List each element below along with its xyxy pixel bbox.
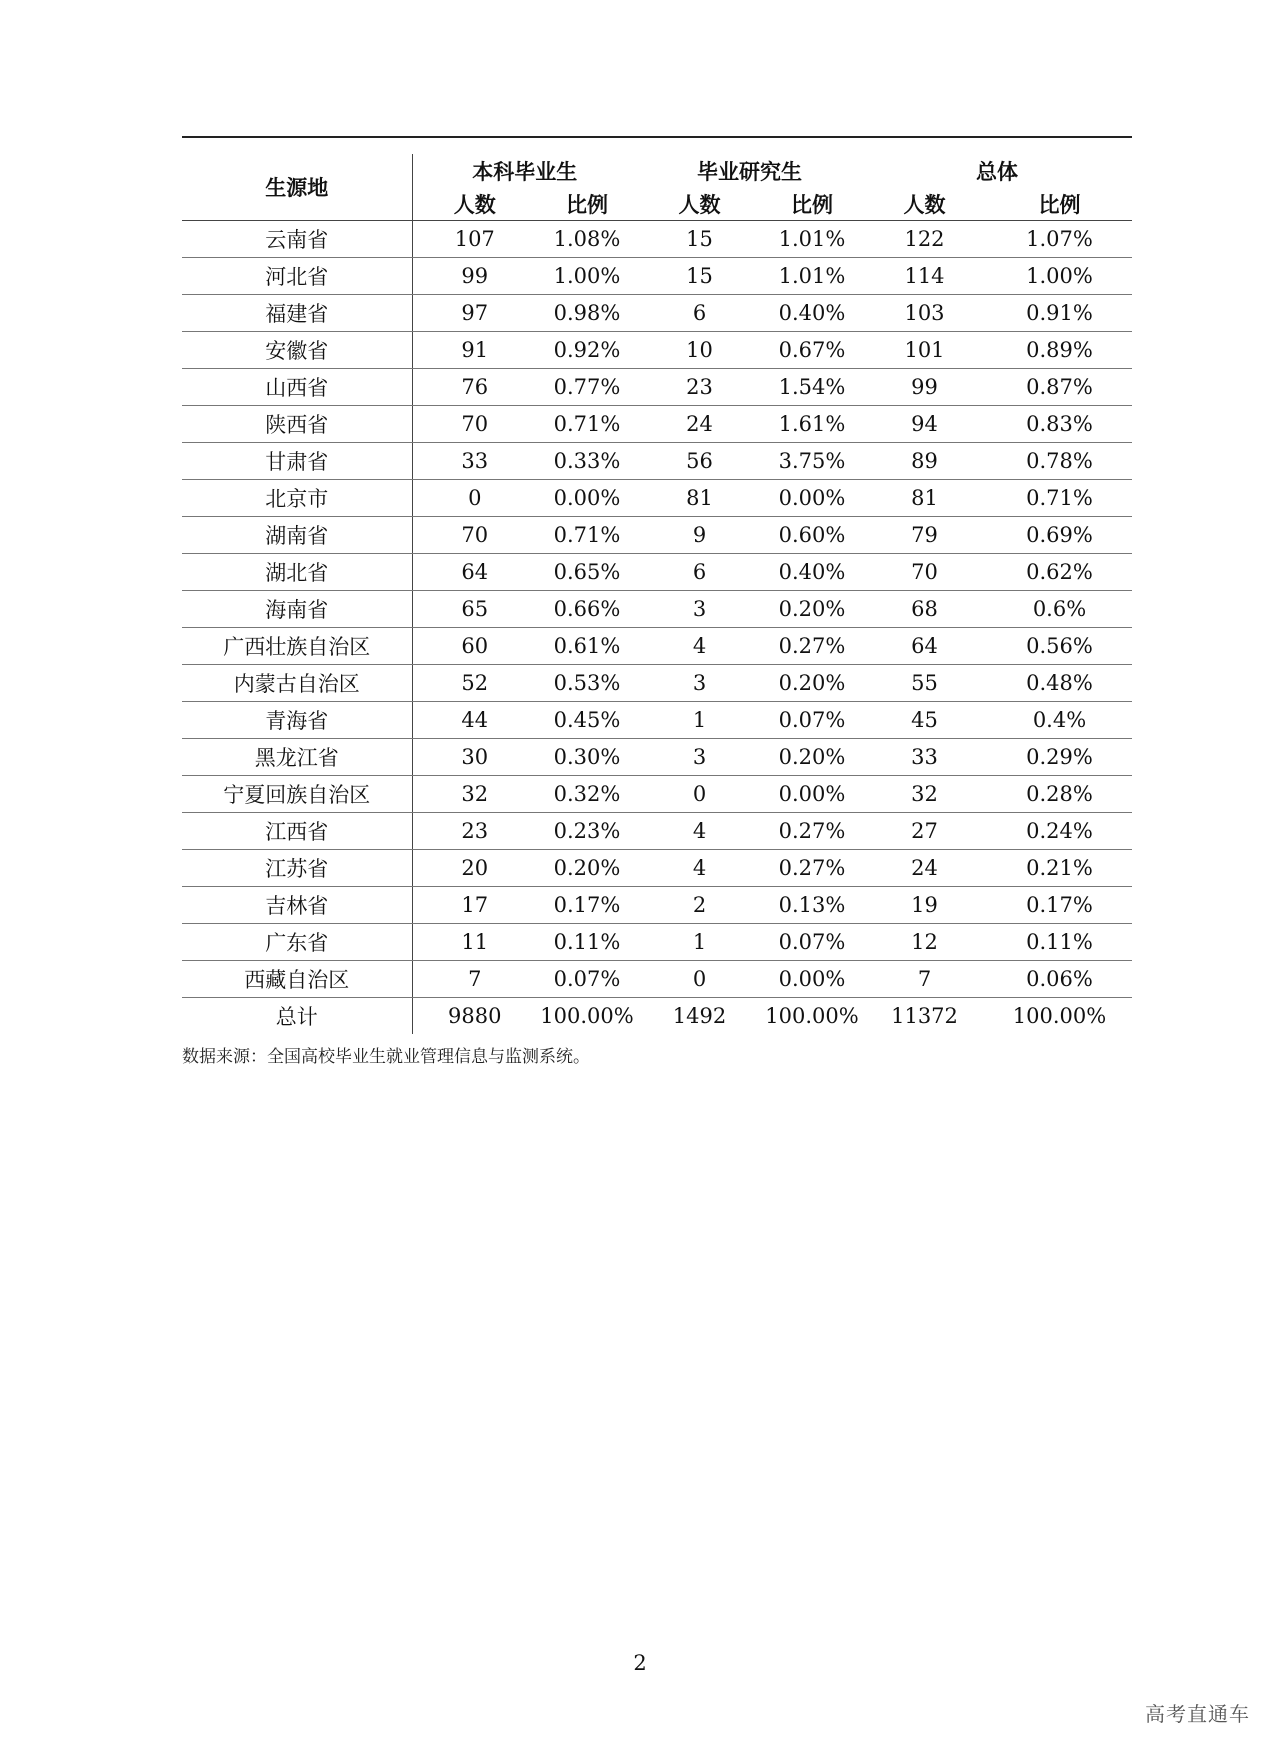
cell-overall-ratio: 0.11% bbox=[987, 924, 1132, 961]
total-row bbox=[182, 998, 1132, 1035]
table-row bbox=[182, 591, 1132, 628]
cell-overall-ratio: 0.69% bbox=[987, 517, 1132, 554]
cell-graduate-ratio: 0.27% bbox=[762, 813, 862, 850]
cell-undergrad-ratio: 0.11% bbox=[537, 924, 637, 961]
cell-graduate-count: 24 bbox=[637, 406, 762, 443]
cell-graduate-count: 4 bbox=[637, 813, 762, 850]
cell-overall-count: 114 bbox=[862, 258, 987, 295]
cell-origin: 福建省 bbox=[182, 295, 412, 332]
cell-overall-count: 24 bbox=[862, 850, 987, 887]
cell-undergrad-ratio: 0.61% bbox=[537, 628, 637, 665]
cell-origin: 青海省 bbox=[182, 702, 412, 739]
cell-graduate-count: 0 bbox=[637, 776, 762, 813]
cell-undergrad-ratio: 0.65% bbox=[537, 554, 637, 591]
cell-undergrad-count: 0 bbox=[412, 480, 537, 517]
cell-origin: 江西省 bbox=[182, 813, 412, 850]
cell-graduate-ratio: 100.00% bbox=[765, 1004, 859, 1028]
cell-graduate-count: 3 bbox=[637, 739, 762, 776]
cell-overall-count: 99 bbox=[862, 369, 987, 406]
cell-graduate-ratio: 3.75% bbox=[762, 443, 862, 480]
header-graduate-ratio: 比例 bbox=[762, 188, 862, 221]
table-row bbox=[182, 776, 1132, 813]
cell-overall-ratio: 0.29% bbox=[987, 739, 1132, 776]
cell-undergrad-count: 65 bbox=[412, 591, 537, 628]
cell-overall-ratio: 0.48% bbox=[987, 665, 1132, 702]
table-header bbox=[182, 154, 1132, 221]
cell-undergrad-ratio: 0.92% bbox=[537, 332, 637, 369]
cell-overall-count: 81 bbox=[862, 480, 987, 517]
cell-origin: 宁夏回族自治区 bbox=[182, 776, 412, 813]
cell-undergrad-count: 33 bbox=[412, 443, 537, 480]
cell-undergrad-ratio: 0.00% bbox=[537, 480, 637, 517]
cell-undergrad-count: 32 bbox=[412, 776, 537, 813]
cell-overall-ratio: 0.71% bbox=[987, 480, 1132, 517]
cell-graduate-ratio: 0.67% bbox=[762, 332, 862, 369]
header-overall-count: 人数 bbox=[862, 188, 987, 221]
cell-undergrad-count: 107 bbox=[412, 221, 537, 258]
header-graduate-count: 人数 bbox=[637, 188, 762, 221]
cell-graduate-ratio: 0.20% bbox=[762, 739, 862, 776]
cell-graduate-ratio: 0.00% bbox=[762, 776, 862, 813]
table-row bbox=[182, 480, 1132, 517]
cell-overall-count: 79 bbox=[862, 517, 987, 554]
cell-undergrad-ratio: 0.32% bbox=[537, 776, 637, 813]
cell-undergrad-ratio: 0.17% bbox=[537, 887, 637, 924]
table-row bbox=[182, 517, 1132, 554]
cell-undergrad-count: 7 bbox=[412, 961, 537, 998]
cell-undergrad-ratio: 100.00% bbox=[540, 1004, 634, 1028]
cell-graduate-count: 6 bbox=[637, 554, 762, 591]
cell-overall-ratio: 1.00% bbox=[987, 258, 1132, 295]
table-row bbox=[182, 369, 1132, 406]
table-body bbox=[182, 221, 1132, 1035]
cell-undergrad-ratio: 0.98% bbox=[537, 295, 637, 332]
cell-graduate-count: 1 bbox=[637, 924, 762, 961]
cell-origin: 山西省 bbox=[182, 369, 412, 406]
cell-undergrad-ratio: 0.66% bbox=[537, 591, 637, 628]
cell-overall-ratio: 0.62% bbox=[987, 554, 1132, 591]
table-row bbox=[182, 739, 1132, 776]
cell-graduate-ratio: 0.13% bbox=[762, 887, 862, 924]
cell-undergrad-ratio: 0.71% bbox=[537, 406, 637, 443]
cell-undergrad-ratio: 0.07% bbox=[537, 961, 637, 998]
header-origin: 生源地 bbox=[182, 154, 412, 221]
cell-overall-count: 12 bbox=[862, 924, 987, 961]
cell-overall-ratio: 0.56% bbox=[987, 628, 1132, 665]
table-row bbox=[182, 554, 1132, 591]
table-row bbox=[182, 295, 1132, 332]
cell-graduate-ratio: 1.61% bbox=[762, 406, 862, 443]
cell-undergrad-count: 23 bbox=[412, 813, 537, 850]
table-row bbox=[182, 887, 1132, 924]
cell-graduate-count: 4 bbox=[637, 850, 762, 887]
cell-graduate-count: 56 bbox=[637, 443, 762, 480]
cell-origin: 云南省 bbox=[182, 221, 412, 258]
cell-overall-count: 94 bbox=[862, 406, 987, 443]
cell-overall-ratio: 0.4% bbox=[987, 702, 1132, 739]
cell-undergrad-ratio: 0.77% bbox=[537, 369, 637, 406]
cell-undergrad-ratio: 0.71% bbox=[537, 517, 637, 554]
cell-graduate-ratio: 0.27% bbox=[762, 628, 862, 665]
cell-undergrad-ratio: 0.30% bbox=[537, 739, 637, 776]
cell-graduate-ratio: 0.00% bbox=[762, 961, 862, 998]
cell-graduate-count: 4 bbox=[637, 628, 762, 665]
cell-graduate-ratio: 1.01% bbox=[762, 258, 862, 295]
cell-graduate-count: 15 bbox=[637, 221, 762, 258]
cell-undergrad-count: 99 bbox=[412, 258, 537, 295]
cell-undergrad-count: 76 bbox=[412, 369, 537, 406]
cell-origin: 海南省 bbox=[182, 591, 412, 628]
cell-graduate-count: 81 bbox=[637, 480, 762, 517]
cell-origin: 黑龙江省 bbox=[182, 739, 412, 776]
cell-overall-ratio: 100.00% bbox=[1012, 1004, 1107, 1028]
cell-origin: 河北省 bbox=[182, 258, 412, 295]
table-row bbox=[182, 665, 1132, 702]
cell-graduate-ratio: 0.00% bbox=[762, 480, 862, 517]
page-number: 2 bbox=[633, 1651, 647, 1675]
cell-overall-count: 27 bbox=[862, 813, 987, 850]
table-row bbox=[182, 221, 1132, 258]
cell-graduate-ratio: 1.54% bbox=[762, 369, 862, 406]
cell-overall-ratio: 0.24% bbox=[987, 813, 1132, 850]
cell-origin: 北京市 bbox=[182, 480, 412, 517]
cell-graduate-count: 15 bbox=[637, 258, 762, 295]
table-row bbox=[182, 443, 1132, 480]
cell-graduate-count: 1492 bbox=[672, 1004, 727, 1028]
cell-origin: 广东省 bbox=[182, 924, 412, 961]
cell-undergrad-count: 70 bbox=[412, 517, 537, 554]
cell-undergrad-count: 60 bbox=[412, 628, 537, 665]
cell-undergrad-count: 91 bbox=[412, 332, 537, 369]
cell-overall-ratio: 0.28% bbox=[987, 776, 1132, 813]
header-group-undergrad: 本科毕业生 bbox=[472, 160, 578, 184]
cell-undergrad-ratio: 0.23% bbox=[537, 813, 637, 850]
cell-origin: 西藏自治区 bbox=[182, 961, 412, 998]
cell-graduate-count: 2 bbox=[637, 887, 762, 924]
cell-overall-count: 7 bbox=[862, 961, 987, 998]
cell-overall-ratio: 0.17% bbox=[987, 887, 1132, 924]
cell-undergrad-count: 20 bbox=[412, 850, 537, 887]
cell-overall-ratio: 0.78% bbox=[987, 443, 1132, 480]
cell-undergrad-count: 17 bbox=[412, 887, 537, 924]
table-row bbox=[182, 702, 1132, 739]
cell-graduate-ratio: 0.27% bbox=[762, 850, 862, 887]
cell-overall-count: 103 bbox=[862, 295, 987, 332]
cell-undergrad-ratio: 1.00% bbox=[537, 258, 637, 295]
cell-origin: 甘肃省 bbox=[182, 443, 412, 480]
cell-overall-count: 89 bbox=[862, 443, 987, 480]
cell-graduate-count: 23 bbox=[637, 369, 762, 406]
header-group-overall: 总体 bbox=[976, 160, 1018, 184]
table-row bbox=[182, 258, 1132, 295]
cell-origin: 广西壮族自治区 bbox=[182, 628, 412, 665]
cell-overall-count: 55 bbox=[862, 665, 987, 702]
watermark-text: 高考直通车 bbox=[1145, 1702, 1250, 1726]
cell-graduate-ratio: 0.20% bbox=[762, 591, 862, 628]
cell-overall-ratio: 0.89% bbox=[987, 332, 1132, 369]
cell-origin: 湖北省 bbox=[182, 554, 412, 591]
cell-graduate-count: 1 bbox=[637, 702, 762, 739]
table-row bbox=[182, 628, 1132, 665]
cell-undergrad-ratio: 0.45% bbox=[537, 702, 637, 739]
header-group-graduate: 毕业研究生 bbox=[697, 160, 802, 184]
cell-undergrad-count: 70 bbox=[412, 406, 537, 443]
cell-undergrad-count: 11 bbox=[412, 924, 537, 961]
cell-graduate-ratio: 0.07% bbox=[762, 702, 862, 739]
cell-graduate-ratio: 0.60% bbox=[762, 517, 862, 554]
cell-undergrad-ratio: 0.53% bbox=[537, 665, 637, 702]
cell-overall-ratio: 0.6% bbox=[987, 591, 1132, 628]
cell-overall-ratio: 1.07% bbox=[987, 221, 1132, 258]
cell-undergrad-count: 44 bbox=[412, 702, 537, 739]
cell-overall-count: 70 bbox=[862, 554, 987, 591]
cell-undergrad-count: 9880 bbox=[448, 1004, 502, 1028]
cell-undergrad-ratio: 0.20% bbox=[537, 850, 637, 887]
cell-undergrad-ratio: 1.08% bbox=[537, 221, 637, 258]
cell-overall-count: 33 bbox=[862, 739, 987, 776]
cell-overall-count: 32 bbox=[862, 776, 987, 813]
cell-graduate-count: 3 bbox=[637, 591, 762, 628]
cell-overall-count: 45 bbox=[862, 702, 987, 739]
cell-origin: 总计 bbox=[182, 998, 412, 1035]
cell-overall-ratio: 0.83% bbox=[987, 406, 1132, 443]
header-overall-ratio: 比例 bbox=[987, 188, 1132, 221]
cell-origin: 安徽省 bbox=[182, 332, 412, 369]
table-row bbox=[182, 813, 1132, 850]
top-rule bbox=[182, 136, 1132, 138]
cell-graduate-count: 10 bbox=[637, 332, 762, 369]
cell-overall-count: 19 bbox=[862, 887, 987, 924]
cell-origin: 湖南省 bbox=[182, 517, 412, 554]
cell-graduate-ratio: 0.40% bbox=[762, 554, 862, 591]
cell-undergrad-ratio: 0.33% bbox=[537, 443, 637, 480]
cell-undergrad-count: 64 bbox=[412, 554, 537, 591]
cell-graduate-count: 6 bbox=[637, 295, 762, 332]
cell-overall-count: 122 bbox=[862, 221, 987, 258]
source-note: 数据来源：全国高校毕业生就业管理信息与监测系统。 bbox=[182, 1047, 590, 1067]
cell-overall-count: 11372 bbox=[891, 1004, 958, 1028]
origin-distribution-table bbox=[182, 154, 1132, 1034]
table-row bbox=[182, 332, 1132, 369]
header-undergrad-count: 人数 bbox=[412, 188, 537, 221]
cell-overall-ratio: 0.21% bbox=[987, 850, 1132, 887]
cell-origin: 陕西省 bbox=[182, 406, 412, 443]
cell-origin: 江苏省 bbox=[182, 850, 412, 887]
cell-overall-ratio: 0.06% bbox=[987, 961, 1132, 998]
cell-undergrad-count: 30 bbox=[412, 739, 537, 776]
cell-graduate-ratio: 0.07% bbox=[762, 924, 862, 961]
origin-distribution-table-wrap bbox=[182, 136, 1132, 1034]
cell-overall-count: 101 bbox=[862, 332, 987, 369]
cell-overall-ratio: 0.91% bbox=[987, 295, 1132, 332]
header-undergrad-ratio: 比例 bbox=[537, 188, 637, 221]
cell-graduate-ratio: 0.40% bbox=[762, 295, 862, 332]
cell-overall-count: 64 bbox=[862, 628, 987, 665]
cell-origin: 吉林省 bbox=[182, 887, 412, 924]
cell-overall-ratio: 0.87% bbox=[987, 369, 1132, 406]
cell-graduate-ratio: 1.01% bbox=[762, 221, 862, 258]
cell-origin: 内蒙古自治区 bbox=[182, 665, 412, 702]
table-row bbox=[182, 406, 1132, 443]
cell-graduate-count: 9 bbox=[637, 517, 762, 554]
table-row bbox=[182, 850, 1132, 887]
table-row bbox=[182, 924, 1132, 961]
cell-graduate-count: 3 bbox=[637, 665, 762, 702]
cell-graduate-ratio: 0.20% bbox=[762, 665, 862, 702]
cell-undergrad-count: 52 bbox=[412, 665, 537, 702]
table-row bbox=[182, 961, 1132, 998]
cell-overall-count: 68 bbox=[862, 591, 987, 628]
cell-graduate-count: 0 bbox=[637, 961, 762, 998]
cell-undergrad-count: 97 bbox=[412, 295, 537, 332]
